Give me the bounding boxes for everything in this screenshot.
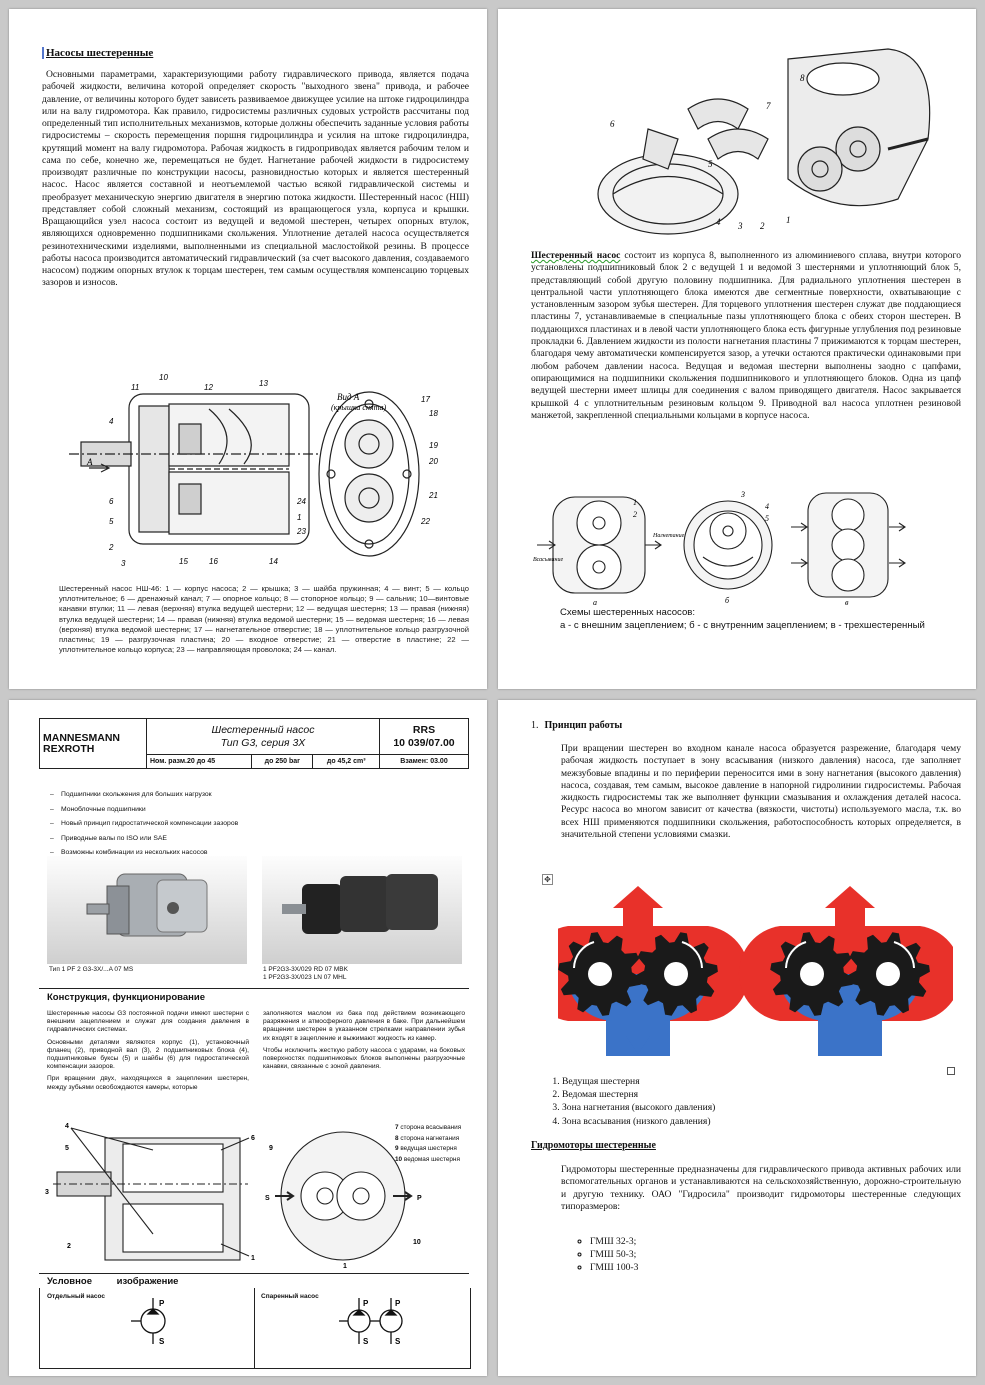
callout: 1 <box>633 498 637 507</box>
model-item: ◦ ГМШ 50-3; <box>590 1248 638 1261</box>
photo-2-caption-1: 1 PF2G3-3X/029 RD 07 MBK <box>263 966 348 973</box>
feature-item: – Возможны комбинации из нескольких насосов <box>61 846 238 861</box>
col2-paragraph-1: заполняются маслом из бака под действием возникающего разряжения и атмосферного давления в баке. При дальнейшем вращении шестерен в указанном стрелками направлении зубья их входят в зацепление и выжимают жидкость из камер. <box>263 1010 465 1042</box>
model-item: ◦ ГМШ 32-3; <box>590 1235 638 1248</box>
legend-9: ведущая шестерня <box>400 1145 457 1152</box>
section-2-paragraph: Гидромоторы шестеренные предназначены для гидравлического привода активных рабочих или вспомогательных органов и устанавливаются на сельскохозяйственную, дорожно-строительную и другую технику. ОАО "Гидросила" производит гидромоторы шестеренные следующих типоразмеров: <box>561 1164 961 1212</box>
legend-7: сторона всасывания <box>400 1124 462 1131</box>
section-heading <box>531 720 622 731</box>
col1-paragraph-1: Шестеренные насосы G3 постоянной подачи имеют шестерни с внешним зацеплением и служат для создания давления в гидравлических системах. <box>47 1010 249 1034</box>
callout: 7 <box>766 101 771 111</box>
column-1 <box>47 1010 249 1092</box>
exploded-pump-drawing <box>588 19 948 239</box>
gear-pump-diagram <box>558 886 953 1056</box>
legend-item: 2. Ведомая шестерня <box>562 1088 715 1101</box>
intro-paragraph: Основными параметрами, характеризующими работу гидравлического привода, является подача рабочей жидкости, величина которой определяет скорость "выходного звена" привода, и рабочее давление, от величины которого будет зависеть развиваемое движущее усилие на штоке гидроцилиндра или на валу гидромотора. Как правило, гидросистемы различных судовых устройств рассчитаны под определенный тип исполнительных механизмов, которые должны обеспечить заданные условия работы гидросистемы – скорость перемещения поршня гидроцилиндра и усилия на штоке гидроцилиндра, крутящий момент на валу гидромотора. Рабочая жидкость в гидроприводах является рабочим телом и сама по себе, конечно же, перемещаться не будет. Нагнетание рабочей жидкости в гидросистему производят различные по конструкции насосы, разновидностью которых и является шестеренный насос. Насос является составной и неотъемлемой частью всякой гидравлической системы и преобразует механическую энергию двигателя в энергию потока жидкости. Шестеренный насос (НШ) представляет собой сложный механизм, состоящий из вращающегося узла, корпуса и крышки. Вращающийся узел насоса состоит из ведущей и ведомой шестерен, четырех опорных втулок, являющихся одновременно подшипниками скольжения. Уплотнение деталей насоса осуществляется резинотехническими изделиями, выполненными из специальной маслостойкой резины. В процессе работы насоса производится автоматический гидравлический (за счет высокого давления, создаваемого насосом) поджим опорных втулок к торцам шестерен, тем самым осуществляя компенсацию торцевых зазоров и износов. <box>42 69 469 289</box>
callout: 4 <box>765 502 769 511</box>
section-title: Конструкция, функционирование <box>47 992 205 1003</box>
divider <box>254 1288 255 1368</box>
callout: 11 <box>131 383 140 392</box>
doc-code-bottom: 10 039/07.00 <box>393 736 455 749</box>
callout: 3 <box>121 559 126 568</box>
page-4 <box>498 700 976 1376</box>
column-2 <box>263 1010 465 1071</box>
photo-2-captions <box>263 966 348 982</box>
heading-number: 1. <box>531 720 539 731</box>
spec-pressure: до 250 bar <box>252 755 313 769</box>
replaces: Взамен: 03.00 <box>380 755 469 769</box>
lead-term: Шестеренный насос <box>531 250 621 261</box>
header-table <box>39 718 469 769</box>
pump-description <box>531 250 961 422</box>
legend-10: ведомая шестерня <box>403 1155 460 1163</box>
photo-2-caption-2: 1 PF2G3-3X/023 LN 07 MHL <box>263 974 347 981</box>
drawing-legend <box>395 1124 467 1163</box>
callout: 13 <box>259 379 268 388</box>
callout: 10 <box>159 373 168 382</box>
arrow-a-label: А <box>87 457 93 467</box>
tandem-pump-symbol <box>339 1296 419 1346</box>
callout: 10 <box>413 1239 421 1246</box>
callout: 5 <box>765 514 769 523</box>
gear-hub <box>876 962 900 986</box>
legend-num: 7 <box>395 1124 399 1131</box>
single-pump-symbol <box>129 1296 189 1346</box>
pump-schemes-drawing <box>533 487 953 607</box>
legend-num: 10 <box>395 1155 403 1163</box>
outlet-arrow <box>613 886 663 908</box>
scheme-label-c: в <box>845 598 849 607</box>
divider <box>39 1273 469 1274</box>
legend-item: 1. Ведущая шестерня <box>562 1075 715 1088</box>
port-p: P <box>159 1299 165 1308</box>
view-a-label: Вид А <box>337 392 360 402</box>
models-list <box>578 1235 638 1275</box>
callout: 1 <box>251 1255 255 1262</box>
doc-code-top: RRS <box>412 723 436 736</box>
schemes-caption-body: а - с внешним зацеплением; б - с внутренним зацеплением; в - трехшестеренный <box>560 620 925 631</box>
scheme-label-a: а <box>593 598 597 607</box>
callout: 20 <box>429 457 438 466</box>
feature-list <box>47 788 238 861</box>
page-2 <box>498 9 976 689</box>
feature-item: – Моноблочные подшипники <box>61 803 238 818</box>
section-2-title: Гидромоторы шестеренные <box>531 1140 656 1151</box>
diagram-legend <box>548 1075 715 1128</box>
callout: 16 <box>209 557 218 566</box>
pump-photo-1 <box>47 856 247 964</box>
gear-hub <box>664 962 688 986</box>
callout: P <box>417 1195 422 1202</box>
callout: 6 <box>610 119 615 129</box>
page-3 <box>9 700 487 1376</box>
callout: 12 <box>204 383 213 392</box>
col1-paragraph-3: При вращении двух, находящихся в зацеплении шестерен, между зубьями освобождаются камеры, которые <box>47 1075 249 1091</box>
spec-volume: до 45,2 cm³ <box>313 755 380 769</box>
callout: 18 <box>429 409 438 418</box>
gear-hub <box>588 962 612 986</box>
schemes-caption-title: Схемы шестеренных насосов: <box>560 607 696 618</box>
feature-item: – Приводные валы по ISO или SAE <box>61 832 238 847</box>
legend-item: 4. Зона всасывания (низкого давления) <box>562 1115 715 1128</box>
photo-1-caption: Тип 1 PF 2 G3-3X/...A 07 MS <box>49 966 134 973</box>
figure-caption: Шестеренный насос НШ-46: 1 — корпус насоса; 2 — крышка; 3 — шайба пружинная; 4 — винт; 5 — кольцо уплотнительное; 6 — дренажный канал; 7 — опорное кольцо; 8 — стопорное кольцо; 9 — сальник; 10—винтовые канавки втулки; 11 — левая (верхняя) втулка ведущей шестерни; 12 — ведущая шестерня; 13 — правая (нижняя) втулка ведущей шестерни; 14 — правая (нижняя) втулка ведомой шестерни; 15 — ведомая шестерня; 16 — левая (верхняя) втулка ведомой шестерни; 17 — нагнетательное отверстие; 18 — уплотнительное кольцо разгрузочной пластины; 19 — разгрузочная пластина; 20 — входное отверстие; 21 — отверстие в пластине; 22 — уплотнительное кольцо корпуса; 23 — направляющая проволока; 24 — канал. <box>59 584 469 655</box>
callout: 8 <box>800 73 805 83</box>
page-1 <box>9 9 487 689</box>
outlet-channel <box>835 904 865 944</box>
callout: 1 <box>786 215 791 225</box>
brand-line-2: REXROTH <box>43 742 95 755</box>
callout: 14 <box>269 557 278 566</box>
pump-photo-2 <box>262 856 462 964</box>
port-p: P <box>363 1299 369 1308</box>
callout: 24 <box>297 497 306 506</box>
col1-paragraph-2: Основными деталями являются корпус (1), установочный фланец (2), приводной вал (3), 2 подшипниковых блока (4), подшипниковые буксы (5) и шайбы (6) для гидростатической компенсации зазоров. <box>47 1038 249 1071</box>
port-p: P <box>395 1299 401 1308</box>
resize-handle-icon[interactable] <box>947 1067 955 1075</box>
col2-paragraph-2: Чтобы исключить жесткую работу насоса с ударами, на боковых поверхностях подшипниковых блоков выполнены разгрузочные канавки, связанные с зоной давления. <box>263 1046 465 1071</box>
divider <box>39 988 469 989</box>
pump-nsh46-drawing <box>69 364 454 579</box>
principle-paragraph: При вращении шестерен во входном канале насоса образуется разрежение, благодаря чему рабочая жидкость поступает в зону всасывания (низкого давления) насоса, где заполняет межзубовые впадины и по периферии переносится ими в зону нагнетания (высокого давления) насоса, создавая, тем самым, высокое давление в напорной гидролинии гидросистемы. Рабочая жидкость гидросистемы так же выполняет функции смазывания и охлаждения деталей насоса. Ресурс насоса во многом зависит от качества (вязкости, чистоты) используемого масла, т.к. во всех НШ применяются подшипники скольжения, работоспособность которых определяется, в значительной степени условиями смазки. <box>561 743 961 841</box>
callout: 2 <box>109 543 114 552</box>
callout: 9 <box>269 1145 273 1152</box>
symbol-single-label: Отдельный насос <box>47 1293 105 1300</box>
product-title: Шестеренный насос <box>211 723 315 736</box>
symbols-title <box>47 1276 178 1287</box>
symbols-title-1: Условное <box>47 1276 92 1287</box>
callout: 5 <box>65 1145 69 1152</box>
symbols-title-2: изображение <box>116 1276 179 1287</box>
legend-item: 3. Зона нагнетания (высокого давления) <box>562 1101 715 1114</box>
page-title: Насосы шестеренные <box>42 47 153 59</box>
callout: 3 <box>45 1189 49 1196</box>
callout: 2 <box>67 1243 71 1250</box>
callout: 4 <box>716 217 721 227</box>
legend-num: 8 <box>395 1134 399 1142</box>
heading-text: Принцип работы <box>544 720 623 731</box>
datasheet-header <box>39 718 469 769</box>
callout: 5 <box>109 517 114 526</box>
callout: 23 <box>297 527 306 536</box>
legend-num: 9 <box>395 1145 399 1152</box>
callout: 2 <box>633 510 637 519</box>
callout: 22 <box>421 517 430 526</box>
port-s: S <box>363 1337 369 1346</box>
callout: 3 <box>741 490 745 499</box>
feature-item: – Новый принцип гидростатической компенсации зазоров <box>61 817 238 832</box>
model-item: ◦ ГМШ 100-3 <box>590 1261 638 1274</box>
callout: 21 <box>429 491 438 500</box>
spec-size: Ном. разм.20 до 45 <box>147 755 252 769</box>
legend-8: сторона нагнетания <box>400 1134 460 1142</box>
callout: S <box>265 1195 270 1202</box>
port-s: S <box>159 1337 165 1346</box>
brand-line-1: MANNESMANN <box>43 731 120 744</box>
product-subtitle: Тип G3, серия 3X <box>220 736 306 749</box>
scheme-label-b: б <box>725 596 730 605</box>
feature-item: – Подшипники скольжения для больших нагрузок <box>61 788 238 803</box>
callout: 1 <box>297 513 302 522</box>
outlet-arrow <box>825 886 875 908</box>
outlet-channel <box>623 904 653 944</box>
symbol-tandem-label: Спаренный насос <box>261 1293 319 1300</box>
callout: 4 <box>65 1123 69 1130</box>
port-s: S <box>395 1337 401 1346</box>
callout: 15 <box>179 557 188 566</box>
callout: 5 <box>708 159 713 169</box>
callout: 6 <box>251 1135 255 1142</box>
callout: 4 <box>109 417 114 426</box>
callout: 3 <box>738 221 743 231</box>
callout: 2 <box>760 221 765 231</box>
suction-label: Всасывание <box>533 557 564 563</box>
callout: 1 <box>343 1263 347 1270</box>
view-a-sublabel: (крышка снята) <box>331 403 387 412</box>
callout: 17 <box>421 395 430 404</box>
callout: 19 <box>429 441 438 450</box>
move-handle-icon[interactable]: ✥ <box>542 874 553 885</box>
gear-hub <box>800 962 824 986</box>
pump-description-text: состоит из корпуса 8, выполненного из алюминиевого сплава, внутри которого установлены подшипниковый блок 2 с ведущей 1 и ведомой 3 шестернями и уплотняющий блок 5, представляющий собой другую половину подшипника. Для радиального уплотнения шестерен в центральной части уплотняющего блока имеются две сегментные поверхности, охватывающие с установленным зазором зубья шестерен. Для торцевого уплотнения шестерен служат две поддающиеся пластины 7, устанавливаемые в специальные пазы уплотняющего блока с обеих сторон шестерен. В поддающихся пластинах и в левой части уплотняющего блока есть фигурные углубления под резиновые прокладки 6. Давлением жидкости из полости нагнетания пластины 7 прижимаются к торцам шестерен, благодаря чему автоматически компенсируется зазор, а утечки остаются практически одинаковыми при любом рабочем давлении насоса. Ведущая и ведомая шестерни выполнены заодно с цапфами, опирающимися на подшипники скольжения подшипникового и уплотняющего блоков. Одна из цапф ведущей шестерни имеет шлицы для соединения с валом приводящего двигателя. Насос закрывается крышкой 4 с уплотнительным резиновым кольцом 9. Приводной вал насоса уплотнен резиновой манжетой, закрепленной специальными кольцами в корпусе насоса. <box>531 250 962 421</box>
callout: 6 <box>109 497 114 506</box>
discharge-label: Нагнетание <box>653 533 685 539</box>
